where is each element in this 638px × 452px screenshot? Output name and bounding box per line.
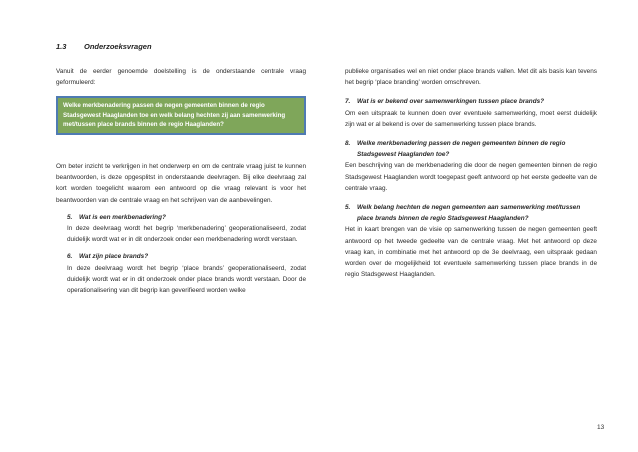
subquestion-title: 8. Welke merkbenadering passen de negen gemeenten binnen de regio Stadsgewest Haaglanden toe? xyxy=(345,140,566,159)
subquestion-body: In deze deelvraag wordt het begrip ‘merkbenadering’ geoperationaliseerd, zodat duidelijk wordt wat er in dit onderzoek onder een merkbenadering wordt verstaan. xyxy=(67,225,306,244)
subquestion-title: 7. Wat is er bekend over samenwerkingen tussen place brands? xyxy=(345,98,545,106)
subquestion-body: In deze deelvraag wordt het begrip ‘place brands’ geoperationaliseerd, zodat duidelijk wordt wat er in dit onderzoek onder place brands wordt verstaan. Door de operationalisering van dit begrip kan geverifieerd worden welke xyxy=(67,264,306,295)
subquestion-7 xyxy=(345,96,597,130)
section-number: 1.3 xyxy=(56,42,67,51)
subquestion-title: 5. Welk belang hechten de negen gemeenten aan samenwerking met/tussen place brands binnen de regio Stadsgewest Haaglanden? xyxy=(345,204,581,223)
section-title: Onderzoeksvragen xyxy=(84,42,152,51)
subquestions-intro-paragraph: Om beter inzicht te verkrijgen in het onderwerp en om de centrale vraag juist te kunnen beantwoorden, is deze opgesplitst in onderstaande deelvragen. Bij elke deelvraag zal kort worden toegelicht waarom een antwoord op die vraag relevant is voor het beantwoorden van de centrale vraag en het schrijven van de aanbevelingen. xyxy=(56,163,306,204)
continued-paragraph: publieke organisaties wel en niet onder place brands vallen. Met dit als basis kan tevens het begrip ‘place branding’ worden omschreven. xyxy=(345,68,597,87)
central-question-box: Welke merkbenadering passen de negen gemeenten binnen de regio Stadsgewest Haaglanden toe en welk belang hechten zij aan samenwerking met/tussen place brands binnen de regio Haaglanden? xyxy=(56,96,306,135)
left-column xyxy=(56,66,306,296)
subquestion-body: Het in kaart brengen van de visie op samenwerking tussen de negen gemeenten geeft antwoord op het tweede gedeelte van de centrale vraag. Met het antwoord op deze vraag kan, in combinatie met het antwoord op de 3e deelvraag, een uitspraak gedaan worden over de mogelijkheid tot eventuele samenwerking tussen place brands in de regio Stadsgewest Haaglanden. xyxy=(345,226,597,279)
intro-paragraph: Vanuit de eerder genoemde doelstelling is de onderstaande centrale vraag geformuleerd: xyxy=(56,68,306,87)
subquestion-8 xyxy=(345,138,597,194)
subquestion-9 xyxy=(345,202,597,280)
subquestion-5 xyxy=(67,212,306,246)
subquestion-6 xyxy=(67,251,306,296)
page-number: 13 xyxy=(597,424,605,431)
subquestion-title: 5. Wat is een merkbenadering? xyxy=(67,213,166,221)
subquestion-body: Om een uitspraak te kunnen doen over eventuele samenwerking, moet eerst duidelijk zijn wat er al bekend is over de samenwerking tussen place brands. xyxy=(345,109,597,128)
right-column xyxy=(345,66,597,280)
subquestion-title: 6. Wat zijn place brands? xyxy=(67,253,149,261)
section-heading xyxy=(56,42,152,51)
subquestion-body: Een beschrijving van de merkbenadering die door de negen gemeenten binnen de regio Stadsgewest Haaglanden wordt toegepast geeft antwoord op het eerste gedeelte van de centrale vraag. xyxy=(345,162,597,192)
